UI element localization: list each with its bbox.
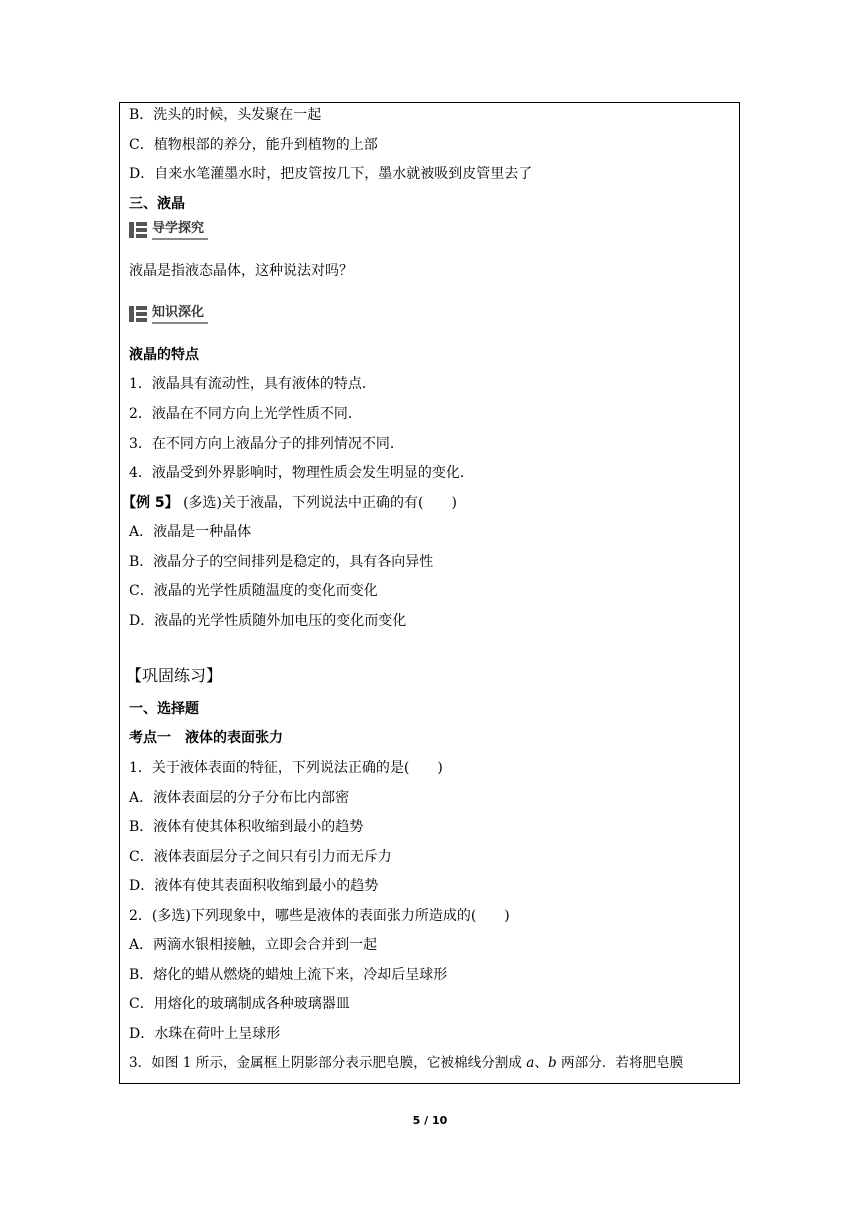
q3-var-b: b [548, 1055, 557, 1071]
knowledge-head-label: 知识深化 [152, 304, 208, 324]
feature-item: 1．液晶具有流动性，具有液体的特点． [129, 376, 376, 392]
q2-option: A．两滴水银相接触，立即会合并到一起 [129, 937, 378, 953]
q3-text-1: 3．如图 1 所示，金属框上阴影部分表示肥皂膜，它被棉线分割成 [129, 1055, 527, 1071]
section3-title: 三、液晶 [129, 196, 185, 212]
option-d-pen: D．自来水笔灌墨水时，把皮管按几下，墨水就被吸到皮管里去了 [129, 166, 533, 182]
guide-section-head [129, 220, 208, 240]
feature-item: 4．液晶受到外界影响时，物理性质会发生明显的变化． [129, 465, 474, 481]
page-number: 5 / 10 [412, 1114, 448, 1127]
feature-item: 3．在不同方向上液晶分子的排列情况不同． [129, 436, 404, 452]
q1-stem: 1．关于液体表面的特征，下列说法正确的是( ) [129, 760, 443, 776]
features-title: 液晶的特点 [129, 347, 199, 363]
q2-stem: 2．(多选)下列现象中，哪些是液体的表面张力所造成的( ) [129, 908, 510, 924]
example5-option: D．液晶的光学性质随外加电压的变化而变化 [129, 613, 407, 629]
option-b-hair: B．洗头的时候，头发聚在一起 [129, 107, 322, 123]
q1-option: C．液体表面层分子之间只有引力而无斥力 [129, 849, 392, 865]
q2-option: B．熔化的蜡从燃烧的蜡烛上流下来，冷却后呈球形 [129, 967, 448, 983]
q3-sep: 、 [534, 1055, 548, 1071]
example5-option: C．液晶的光学性质随温度的变化而变化 [129, 583, 378, 599]
example5-question: (多选)关于液晶，下列说法中正确的有( ) [178, 495, 457, 511]
q2-option: C．用熔化的玻璃制成各种玻璃器皿 [129, 996, 350, 1012]
section-heading-icon [129, 306, 147, 322]
section-heading-icon [129, 222, 147, 238]
topic1-title: 考点一 液体的表面张力 [129, 730, 283, 746]
example5-option: A．液晶是一种晶体 [129, 524, 252, 540]
option-c-plant: C．植物根部的养分，能升到植物的上部 [129, 137, 378, 153]
feature-item: 2．液晶在不同方向上光学性质不同． [129, 406, 362, 422]
practice-title: 【巩固练习】 [126, 666, 223, 685]
example5-tag: 【例 5】 [122, 495, 179, 511]
q1-option: B．液体有使其体积收缩到最小的趋势 [129, 819, 364, 835]
q1-option: A．液体表面层的分子分布比内部密 [129, 790, 350, 806]
guide-question: 液晶是指液态晶体，这种说法对吗？ [129, 263, 353, 279]
choice-section-title: 一、选择题 [129, 701, 199, 717]
example5-option: B．液晶分子的空间排列是稳定的，具有各向异性 [129, 554, 434, 570]
q3-text-2: 两部分．若将肥皂膜 [556, 1055, 684, 1071]
q3-var-a: a [526, 1055, 535, 1071]
q2-option: D．水珠在荷叶上呈球形 [129, 1026, 281, 1042]
guide-head-label: 导学探究 [152, 220, 208, 240]
q3-stem [129, 1054, 729, 1072]
example5-stem [122, 494, 722, 512]
q1-option: D．液体有使其表面积收缩到最小的趋势 [129, 878, 379, 894]
knowledge-section-head [129, 304, 208, 324]
